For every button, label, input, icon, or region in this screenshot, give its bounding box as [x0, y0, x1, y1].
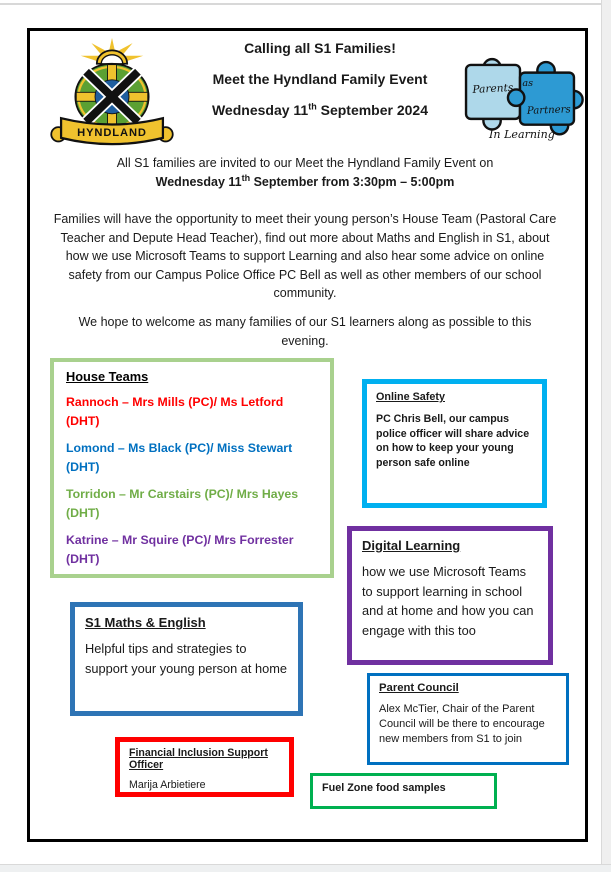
header-date-pre: Wednesday 11 [211, 102, 309, 118]
financial-inclusion-box [115, 737, 294, 797]
fuel-zone-box [310, 773, 497, 809]
house-team-entry-lomond [66, 439, 318, 476]
invitation-date-sup: th [241, 172, 251, 183]
house-entry-line1: Torridon – Mr Carstairs (PC)/ Mrs Hayes [66, 487, 299, 501]
event-description-paragraph: Families will have the opportunity to meet their young person’s House Team (Pastoral Care Teacher and Depute Head Teacher), find out more about Maths and English in S1, about how we use Microsoft Teams to support Learning and also hear some advice on online safety from our Campus Police Office PC Bell as well as other members of our school community. [53, 212, 557, 300]
financial-inclusion-body: Marija Arbietiere [129, 779, 206, 791]
sun-icon [81, 38, 144, 64]
puzzle-text-as: as [522, 78, 534, 90]
puzzle-text-parents: Parents [472, 81, 514, 96]
online-safety-title: Online Safety [376, 391, 445, 403]
house-teams-title: House Teams [66, 369, 149, 384]
digital-learning-box [347, 526, 553, 665]
house-entry-line2: (DHT) [66, 505, 100, 520]
invitation-text [45, 154, 565, 192]
s1-maths-english-body: Helpful tips and strategies to support your young person at home [85, 641, 288, 676]
house-teams-box [50, 358, 334, 578]
header-date-post: September 2024 [316, 102, 429, 118]
parent-council-body: Alex McTier, Chair of the Parent Council will be there to encourage new members from S1 to join [379, 703, 545, 745]
fuel-zone-title: Fuel Zone food samples [322, 782, 446, 794]
window-edge-right [601, 0, 611, 871]
header-title-line2: Meet the Hyndland Family Event [212, 71, 428, 87]
s1-maths-english-box [70, 602, 303, 716]
house-entry-line2: (DHT) [66, 413, 100, 428]
parents-as-partners-logo [452, 36, 588, 147]
house-entry-line2: (DHT) [66, 551, 100, 566]
house-team-entry-katrine [66, 531, 318, 568]
crest-banner-text: HYNDLAND [77, 127, 147, 140]
puzzle-text-in-learning: In Learning [489, 128, 555, 142]
house-team-entry-rannoch [66, 393, 318, 430]
house-entry-line1: Rannoch – Mrs Mills (PC)/ Ms Letford [66, 395, 284, 409]
parent-council-box [367, 673, 569, 765]
header-title-line1: Calling all S1 Families! [244, 40, 396, 56]
invitation-date-post: September from 3:30pm – 5:00pm [250, 175, 455, 189]
parent-council-title: Parent Council [379, 682, 459, 694]
financial-inclusion-title: Financial Inclusion Support Officer [129, 747, 268, 771]
house-team-entry-torridon [66, 485, 318, 522]
header-title-date [175, 102, 465, 118]
header-title-block [175, 40, 465, 133]
header-date-sup: th [308, 101, 317, 112]
house-entry-line1: Katrine – Mr Squire (PC)/ Mrs Forrester [66, 533, 294, 547]
window-edge-top [0, 3, 611, 5]
welcome-paragraph: We hope to welcome as many families of our S1 learners along as possible to this evening. [78, 315, 532, 348]
invitation-line1: All S1 families are invited to our Meet the Hyndland Family Event on [116, 156, 494, 170]
house-entry-line1: Lomond – Ms Black (PC)/ Miss Stewart [66, 441, 293, 455]
s1-maths-english-title: S1 Maths & English [85, 615, 206, 630]
puzzle-text-partners: Partners [526, 104, 571, 117]
digital-learning-body: how we use Microsoft Teams to support learning in school and at home and how you can engage with this too [362, 564, 534, 638]
puzzle-pieces-icon [452, 36, 588, 142]
invitation-line2 [45, 173, 565, 192]
online-safety-body: PC Chris Bell, our campus police officer will share advice on how to keep your young person safe online [376, 413, 530, 469]
digital-learning-title: Digital Learning [362, 538, 461, 553]
hyndland-crest-logo [45, 36, 179, 159]
invitation-date-pre: Wednesday 11 [155, 175, 242, 189]
hyndland-crest-icon [45, 36, 179, 154]
online-safety-box [362, 379, 547, 508]
house-entry-line2: (DHT) [66, 459, 100, 474]
